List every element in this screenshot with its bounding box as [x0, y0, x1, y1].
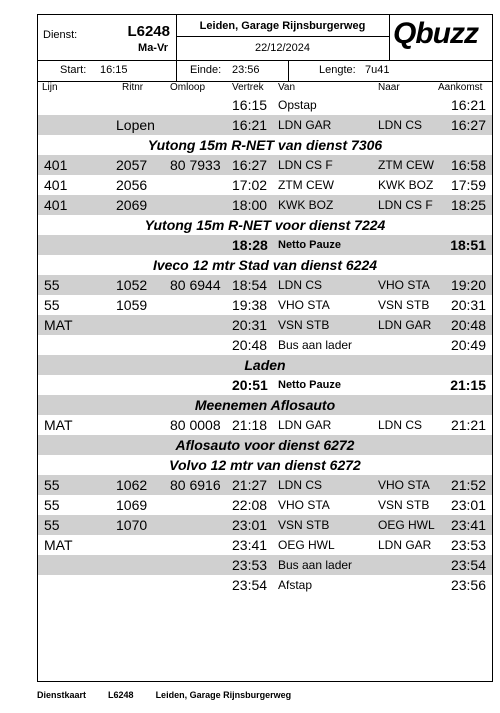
van-cell: LDN CS: [278, 278, 323, 292]
section-title: Laden: [244, 357, 286, 373]
lijn-cell: 55: [44, 497, 60, 513]
van-cell: LDN GAR: [278, 118, 332, 132]
van-cell: ZTM CEW: [278, 178, 334, 192]
van-cell: KWK BOZ: [278, 198, 334, 212]
vertrek-cell: 18:00: [232, 197, 268, 213]
schedule-rows: [38, 95, 492, 595]
logo-cell: [389, 15, 494, 60]
omloop-cell: 80 0008: [170, 417, 221, 433]
naar-cell: LDN GAR: [378, 318, 432, 332]
omloop-cell: 80 6916: [170, 477, 221, 493]
einde-cell: [176, 60, 289, 81]
vertrek-cell: 20:31: [232, 317, 268, 333]
naar-cell: VHO STA: [378, 278, 430, 292]
col-vertrek: Vertrek: [232, 82, 264, 93]
van-cell: LDN GAR: [278, 418, 332, 432]
section-title: Volvo 12 mtr van dienst 6272: [169, 457, 361, 473]
column-headers: [38, 81, 492, 95]
aankomst-cell: 23:41: [450, 517, 486, 533]
trip-row: [38, 335, 492, 355]
trip-row: [38, 115, 492, 135]
card-header: [38, 15, 492, 61]
lijn-cell: 401: [44, 157, 68, 173]
trip-row: [38, 575, 492, 595]
naar-cell: VSN STB: [378, 498, 430, 512]
section-row: [38, 435, 492, 455]
service-card: [37, 14, 493, 682]
section-title: Meenemen Aflosauto: [194, 397, 336, 413]
ritnr-cell: 1062: [116, 477, 148, 493]
lijn-cell: MAT: [44, 537, 73, 553]
aankomst-cell: 23:53: [450, 537, 486, 553]
lijn-cell: MAT: [44, 317, 73, 333]
col-ritnr: Ritnr: [122, 82, 144, 93]
vertrek-cell: 22:08: [232, 497, 268, 513]
aankomst-cell: 20:48: [450, 317, 486, 333]
col-aankomst: Aankomst: [438, 82, 483, 93]
trip-row: [38, 475, 492, 495]
ritnr-cell: 1070: [116, 517, 148, 533]
times-bar: [38, 60, 492, 82]
trip-row: [38, 175, 492, 195]
garage-date-cell: [176, 15, 390, 60]
vertrek-cell: 17:02: [232, 177, 268, 193]
lengte-label: Lengte:: [319, 64, 356, 76]
aankomst-cell: 19:20: [450, 277, 486, 293]
trip-row: [38, 315, 492, 335]
start-value: 16:15: [100, 64, 128, 76]
lijn-cell: 55: [44, 477, 60, 493]
footer-garage: Leiden, Garage Rijnsburgerweg: [155, 690, 292, 700]
vertrek-cell: 16:21: [232, 117, 268, 133]
aankomst-cell: 23:54: [450, 557, 486, 573]
section-title: Aflosauto voor dienst 6272: [175, 437, 355, 453]
aankomst-cell: 20:31: [450, 297, 486, 313]
aankomst-cell: 18:51: [450, 237, 486, 253]
ritnr-cell: 1059: [116, 297, 148, 313]
section-row: [38, 135, 492, 155]
einde-value: 23:56: [232, 64, 260, 76]
section-row: [38, 215, 492, 235]
vertrek-cell: 23:54: [232, 577, 268, 593]
ritnr-cell: 2056: [116, 177, 148, 193]
aankomst-cell: 21:15: [450, 377, 486, 393]
van-cell: VHO STA: [278, 298, 330, 312]
naar-cell: LDN CS: [378, 118, 423, 132]
van-cell: Bus aan lader: [278, 338, 353, 352]
dienst-label: Dienst:: [43, 29, 78, 41]
naar-cell: ZTM CEW: [378, 158, 434, 172]
pause-label: Netto Pauze: [278, 239, 341, 251]
van-cell: Opstap: [278, 98, 317, 112]
lengte-cell: [288, 60, 494, 81]
ritnr-cell: 2057: [116, 157, 148, 173]
trip-row: [38, 95, 492, 115]
naar-cell: VHO STA: [378, 478, 430, 492]
ritnr-cell: 1069: [116, 497, 148, 513]
vertrek-cell: 19:38: [232, 297, 268, 313]
col-lijn: Lijn: [42, 82, 58, 93]
trip-row: [38, 535, 492, 555]
vertrek-cell: 20:51: [232, 377, 268, 393]
einde-label: Einde:: [190, 64, 222, 76]
trip-row: [38, 275, 492, 295]
trip-row: [38, 415, 492, 435]
lengte-value: 7u41: [365, 64, 390, 76]
pause-label: Netto Pauze: [278, 379, 341, 391]
aankomst-cell: 18:25: [450, 197, 486, 213]
aankomst-cell: 16:58: [450, 157, 486, 173]
vertrek-cell: 18:28: [232, 237, 268, 253]
garage-name: Leiden, Garage Rijnsburgerweg: [199, 20, 366, 32]
trip-row: [38, 195, 492, 215]
lijn-cell: 55: [44, 277, 60, 293]
section-title: Yutong 15m R-NET van dienst 7306: [147, 137, 383, 153]
aankomst-cell: 20:49: [450, 337, 486, 353]
vertrek-cell: 23:01: [232, 517, 268, 533]
footer-dienst-number: L6248: [108, 690, 134, 700]
col-naar: Naar: [378, 82, 400, 93]
omloop-cell: 80 6944: [170, 277, 221, 293]
omloop-cell: 80 7933: [170, 157, 221, 173]
lijn-cell: 401: [44, 177, 68, 193]
start-label: Start:: [60, 64, 87, 76]
col-van: Van: [278, 82, 296, 93]
vertrek-cell: 20:48: [232, 337, 268, 353]
start-cell: [38, 60, 177, 81]
van-cell: VSN STB: [278, 318, 330, 332]
service-date: 22/12/2024: [254, 42, 311, 54]
vertrek-cell: 21:27: [232, 477, 268, 493]
ritnr-cell: 2069: [116, 197, 148, 213]
qbuzz-logo: Qbuzz: [393, 17, 478, 50]
section-row: [38, 355, 492, 375]
section-row: [38, 455, 492, 475]
van-cell: Afstap: [278, 578, 313, 592]
van-cell: OEG HWL: [278, 538, 335, 552]
van-cell: Bus aan lader: [278, 558, 353, 572]
naar-cell: LDN GAR: [378, 538, 432, 552]
section-title: Yutong 15m R-NET voor dienst 7224: [144, 217, 386, 233]
naar-cell: KWK BOZ: [378, 178, 434, 192]
naar-cell: LDN CS: [378, 418, 423, 432]
trip-row: [38, 295, 492, 315]
aankomst-cell: 23:56: [450, 577, 486, 593]
trip-row: [38, 155, 492, 175]
aankomst-cell: 16:27: [450, 117, 486, 133]
header-divider: [176, 36, 389, 37]
lijn-cell: 401: [44, 197, 68, 213]
section-row: [38, 255, 492, 275]
footer: [37, 690, 313, 700]
trip-row: [38, 495, 492, 515]
section-title: Iveco 12 mtr Stad van dienst 6224: [152, 257, 378, 273]
dienst-number: L6248: [127, 23, 170, 40]
naar-cell: VSN STB: [378, 298, 430, 312]
aankomst-cell: 21:21: [450, 417, 486, 433]
ritnr-cell: 1052: [116, 277, 148, 293]
aankomst-cell: 17:59: [450, 177, 486, 193]
footer-label: Dienstkaart: [37, 690, 87, 700]
vertrek-cell: 16:15: [232, 97, 268, 113]
van-cell: VHO STA: [278, 498, 330, 512]
trip-row: [38, 555, 492, 575]
pause-row: [38, 235, 492, 255]
dienst-cell: [38, 15, 177, 60]
aankomst-cell: 23:01: [450, 497, 486, 513]
aankomst-cell: 16:21: [450, 97, 486, 113]
van-cell: LDN CS: [278, 478, 323, 492]
trip-row: [38, 515, 492, 535]
vertrek-cell: 16:27: [232, 157, 268, 173]
vertrek-cell: 21:18: [232, 417, 268, 433]
vertrek-cell: 23:41: [232, 537, 268, 553]
naar-cell: OEG HWL: [378, 518, 435, 532]
vertrek-cell: 23:53: [232, 557, 268, 573]
dienst-days: Ma-Vr: [138, 42, 168, 54]
section-row: [38, 395, 492, 415]
lijn-cell: MAT: [44, 417, 73, 433]
lijn-cell: 55: [44, 517, 60, 533]
van-cell: VSN STB: [278, 518, 330, 532]
lijn-cell: 55: [44, 297, 60, 313]
vertrek-cell: 18:54: [232, 277, 268, 293]
aankomst-cell: 21:52: [450, 477, 486, 493]
ritnr-cell: Lopen: [116, 117, 155, 133]
pause-row: [38, 375, 492, 395]
van-cell: LDN CS F: [278, 158, 333, 172]
col-omloop: Omloop: [170, 82, 206, 93]
naar-cell: LDN CS F: [378, 198, 433, 212]
